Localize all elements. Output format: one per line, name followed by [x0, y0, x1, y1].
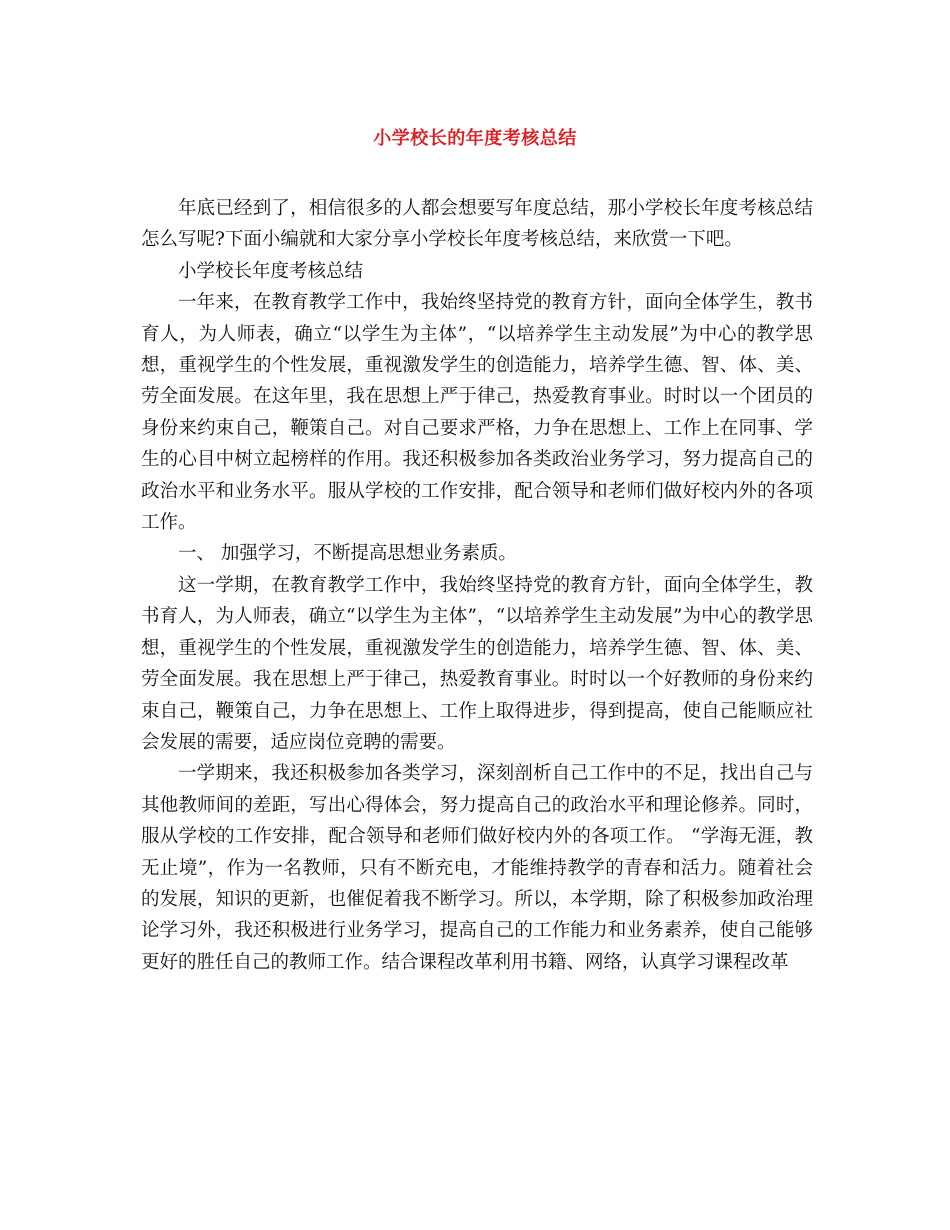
paragraph-intro: 年底已经到了，相信很多的人都会想要写年度总结，那小学校长年度考核总结怎么写呢?下面小编就和大家分享小学校长年度考核总结，来欣赏一下吧。 — [141, 198, 813, 251]
document-body — [141, 193, 813, 978]
section-heading-1: 一、 加强学习，不断提高思想业务素质。 — [178, 543, 517, 565]
paragraph-overview: 一年来，在教育教学工作中，我始终坚持党的教育方针，面向全体学生，教书育人，为人师表，确立“以学生为主体”，“以培养学生主动发展”为中心的教学思想，重视学生的个性发展，重视激发学生的创造能力，培养学生德、智、体、美、劳全面发展。在这年里，我在思想上严于律己，热爱教育事业。时时以一个团员的身份来约束自己，鞭策自己。对自己要求严格，力争在思想上、工作上在同事、学生的心目中树立起榜样的作用。我还积极参加各类政治业务学习，努力提高自己的政治水平和业务水平。服从学校的工作安排，配合领导和老师们做好校内外的各项工作。 — [141, 292, 813, 534]
document-title: 小学校长的年度考核总结 — [373, 128, 577, 149]
paragraph-section-1a: 这一学期，在教育教学工作中，我始终坚持党的教育方针，面向全体学生，教书育人，为人师表，确立“以学生为主体”，“以培养学生主动发展”为中心的教学思想，重视学生的个性发展，重视激发学生的创造能力，培养学生德、智、体、美、劳全面发展。我在思想上严于律己，热爱教育事业。时时以一个好教师的身份来约束自己，鞭策自己，力争在思想上、工作上取得进步，得到提高，使自己能顺应社会发展的需要，适应岗位竞聘的需要。 — [141, 574, 813, 753]
paragraph-section-1b: 一学期来，我还积极参加各类学习，深刻剖析自己工作中的不足，找出自己与其他教师间的差距，写出心得体会，努力提高自己的政治水平和理论修养。同时，服从学校的工作安排，配合领导和老师们做好校内外的各项工作。 “学海无涯，教无止境”，作为一名教师，只有不断充电，才能维持教学的青春和活力。随着社会的发展，知识的更新，也催促着我不断学习。所以，本学期，除了积极参加政治理论学习外，我还积极进行业务学习，提高自己的工作能力和业务素养，使自己能够更好的胜任自己的教师工作。结合课程改革利用书籍、网络，认真学习课程改革 — [141, 763, 813, 973]
paragraph-subtitle: 小学校长年度考核总结 — [178, 260, 364, 282]
